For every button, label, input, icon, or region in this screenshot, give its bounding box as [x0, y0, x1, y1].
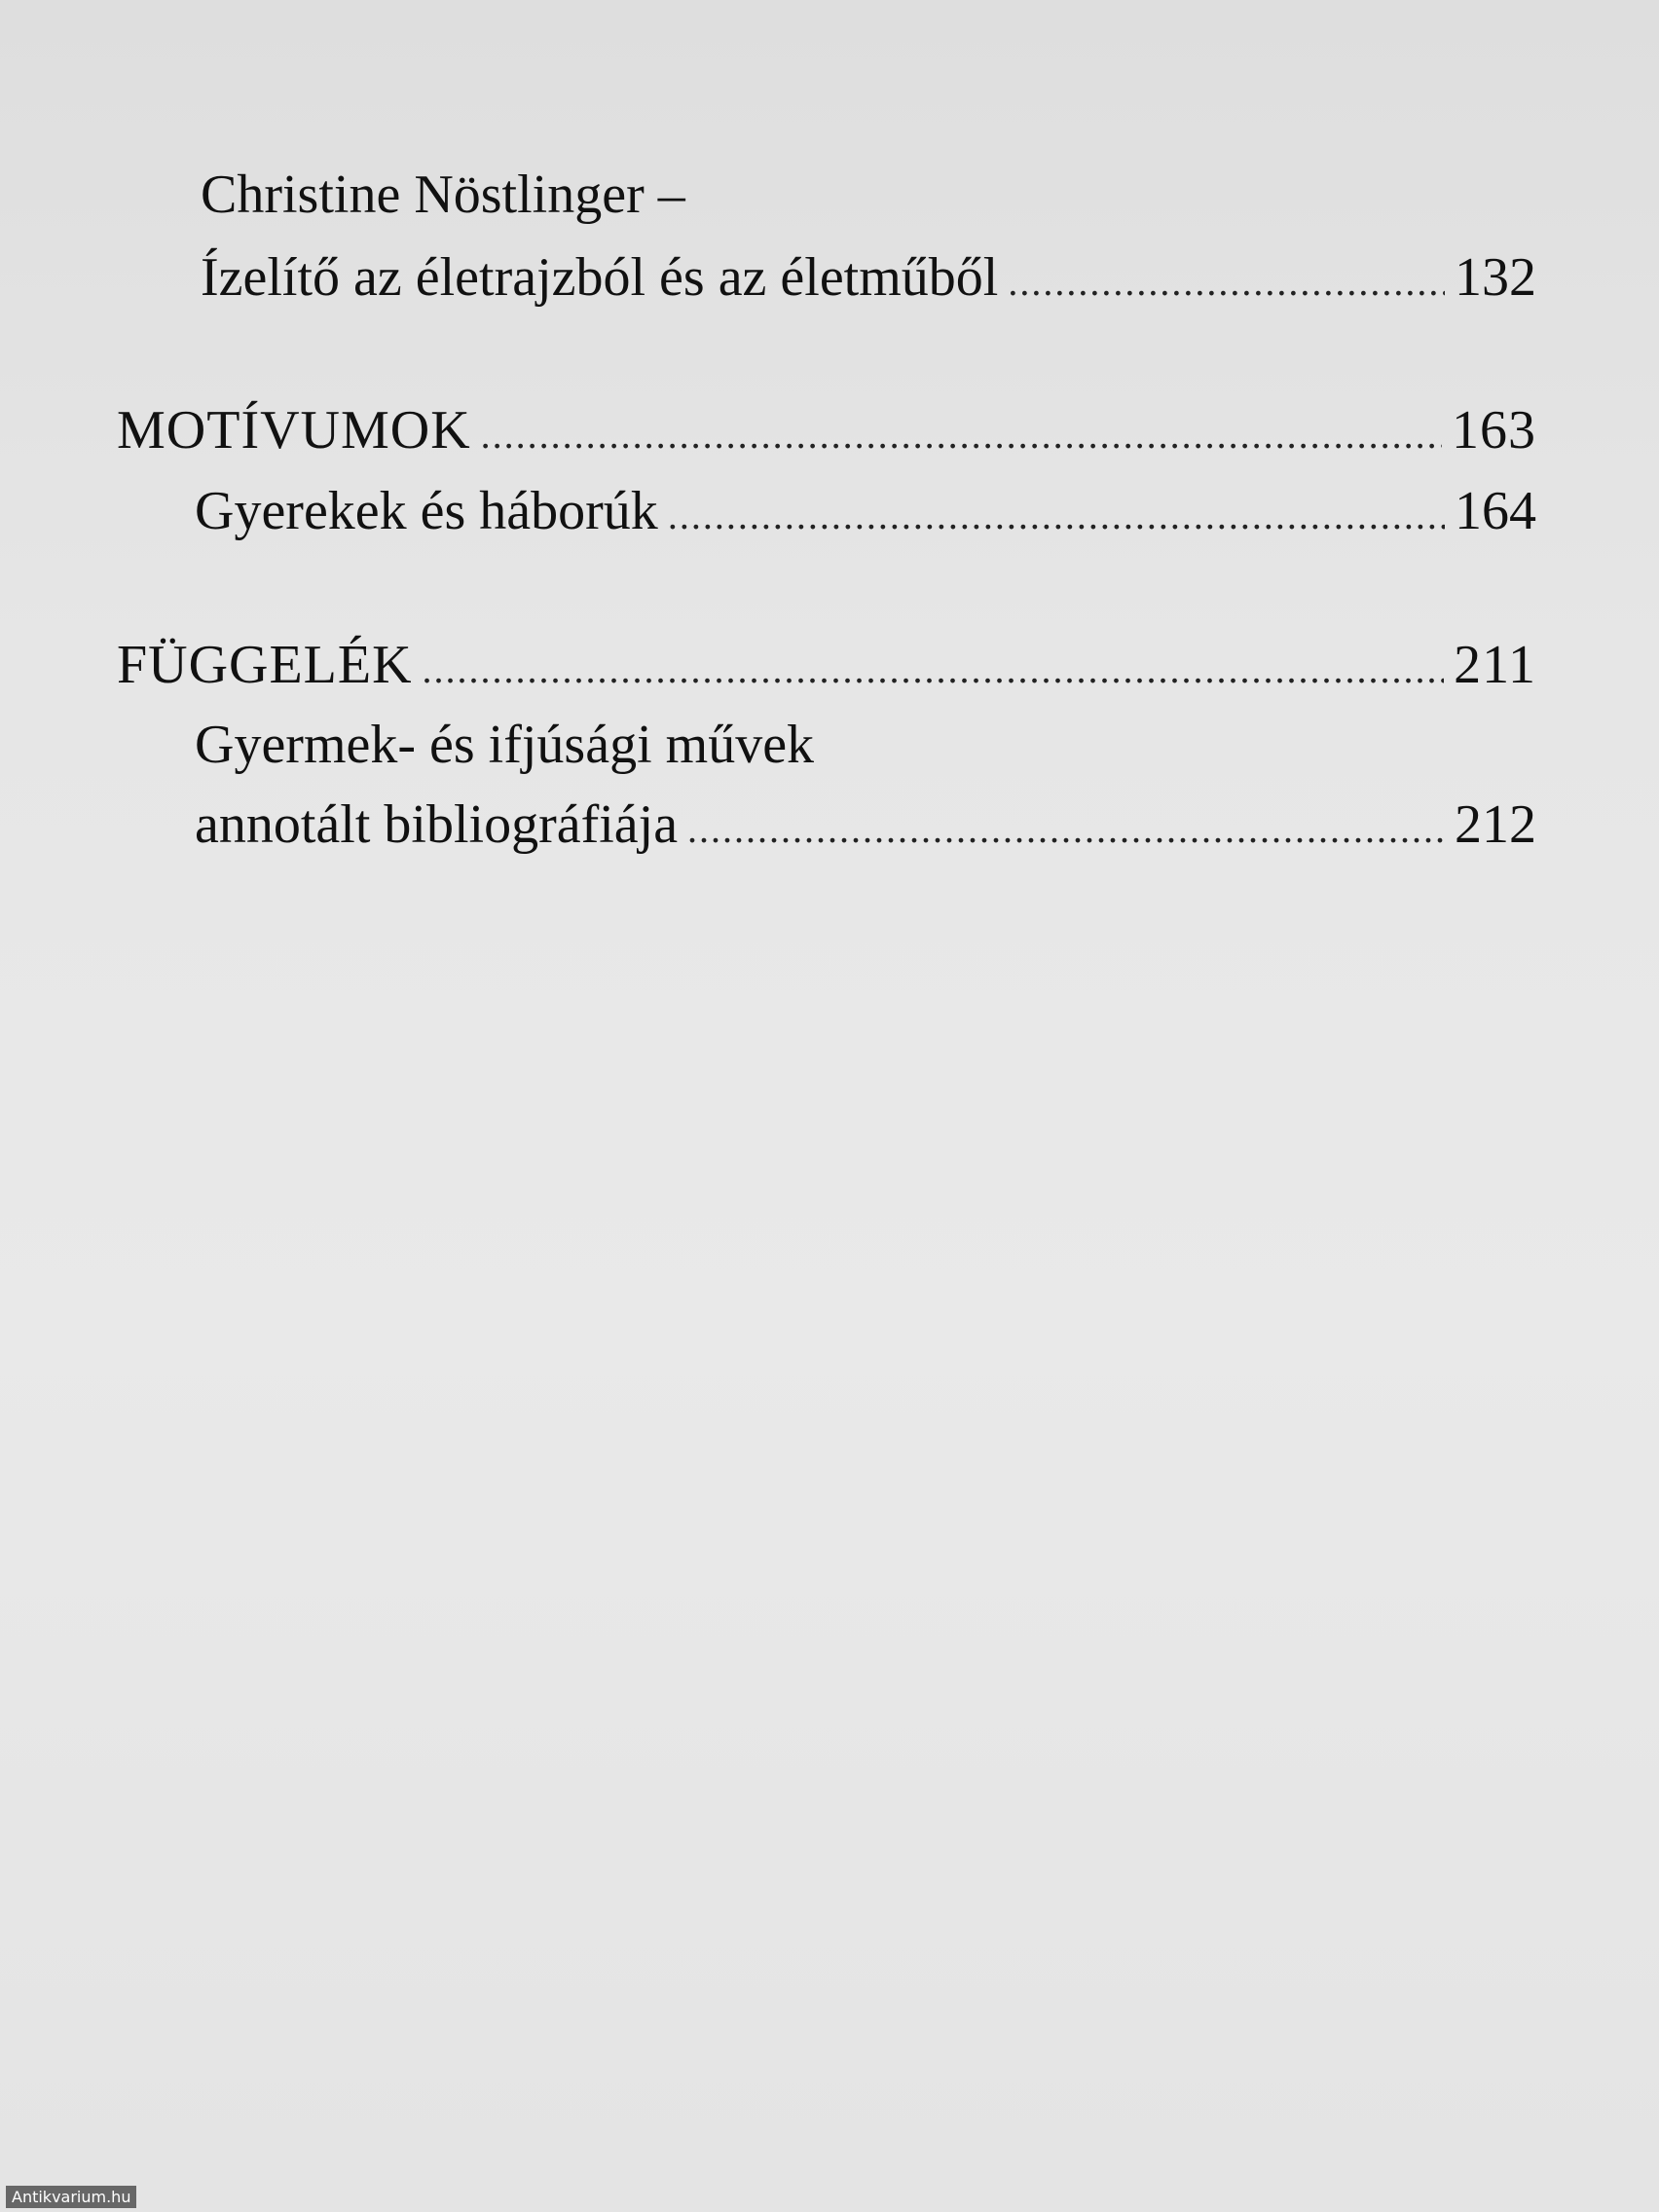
- toc-page-number: 164: [1455, 481, 1536, 541]
- toc-entry-title: annotált bibliográfiája: [195, 794, 679, 855]
- toc-page-number: 132: [1455, 247, 1536, 308]
- toc-page-number: 212: [1455, 794, 1536, 855]
- dot-leader: [423, 636, 1445, 704]
- toc-entry-title: Gyermek- és ifjúsági művek: [195, 715, 815, 775]
- toc-page-number: 163: [1452, 400, 1536, 461]
- toc-section-title: FÜGGELÉK: [117, 635, 413, 695]
- watermark-label: Antikvarium.hu: [6, 2186, 136, 2208]
- toc-entry-bibliografia-line2: [195, 791, 1536, 864]
- toc-section-motivumok: [117, 396, 1536, 469]
- toc-entry-title: Christine Nöstlinger –: [201, 165, 685, 225]
- dot-leader: [687, 795, 1445, 864]
- toc-entry-nostlinger-line2: [201, 243, 1536, 316]
- dot-leader: [481, 401, 1442, 469]
- dot-leader: [668, 482, 1445, 550]
- toc-section-title: MOTÍVUMOK: [117, 400, 471, 461]
- toc-entry-bibliografia-line1: [195, 711, 814, 779]
- toc-page-number: 211: [1454, 635, 1536, 695]
- toc-entry-nostlinger-line1: [201, 161, 685, 229]
- toc-entry-title: Gyerekek és háborúk: [195, 481, 658, 541]
- toc-entry-title: Ízelítő az életrajzból és az életműből: [201, 247, 999, 308]
- dot-leader: [1008, 248, 1445, 316]
- toc-section-fuggelek: [117, 631, 1536, 704]
- toc-entry-haboruk: [195, 477, 1536, 550]
